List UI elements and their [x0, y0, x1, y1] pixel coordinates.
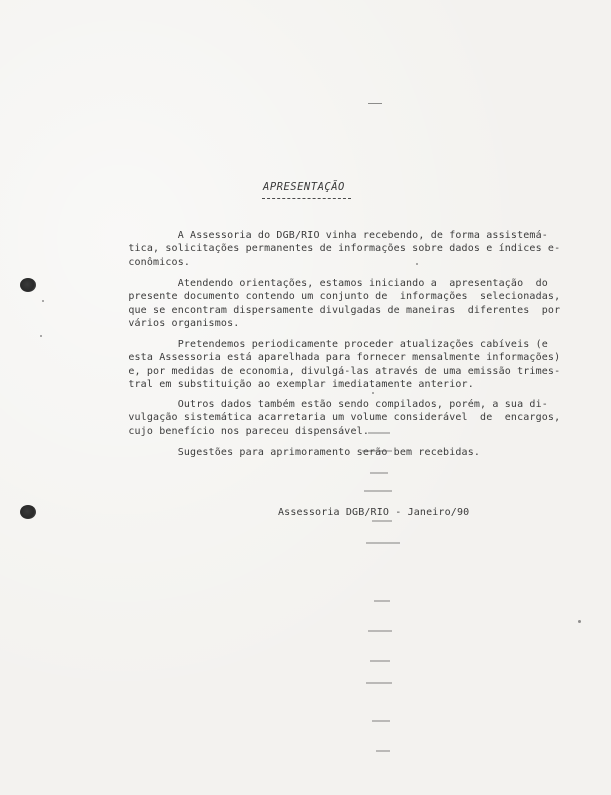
speck	[40, 335, 42, 337]
paragraph-4: Outros dados também estão sendo compilados, porém, a sua di- vulgação sistemática acarretaria um volume considerável de encargos, cujo benefício nos pareceu dispensável.	[128, 399, 561, 437]
punch-hole-top	[20, 278, 36, 292]
paragraph-5: Sugestões para aprimoramento serão bem recebidas.	[116, 447, 481, 458]
speck	[42, 300, 44, 302]
signature-line: Assessoria DGB/RIO - Janeiro/90	[278, 507, 470, 518]
paragraph-1: A Assessoria do DGB/RIO vinha recebendo, de forma assistemá- tica, solicitações permanentes de informações sobre dados e índices e- conômicos.	[128, 230, 561, 268]
speck	[416, 263, 418, 265]
paragraph-3: Pretendemos periodicamente proceder atualizações cabíveis (e esta Assessoria está aparelhada para fornecer mensalmente informações) e, por medidas de economia, divulgá-las através de uma emissão trimes- tral em substituição ao exemplar imediatamente anterior.	[128, 339, 561, 390]
bleed-through-marks	[360, 420, 420, 780]
speck	[372, 392, 374, 394]
paragraph-2: Atendendo orientações, estamos iniciando a apresentação do presente documento contendo um conjunto de informações selecionadas, que se encontram dispersamente divulgadas de maneiras diferentes por vários organismos.	[128, 278, 561, 329]
punch-hole-bottom	[20, 505, 36, 519]
speck	[578, 620, 581, 623]
document-title: APRESENTAÇÃO	[263, 181, 345, 193]
title-underline	[262, 198, 351, 199]
scan-mark	[368, 103, 382, 104]
